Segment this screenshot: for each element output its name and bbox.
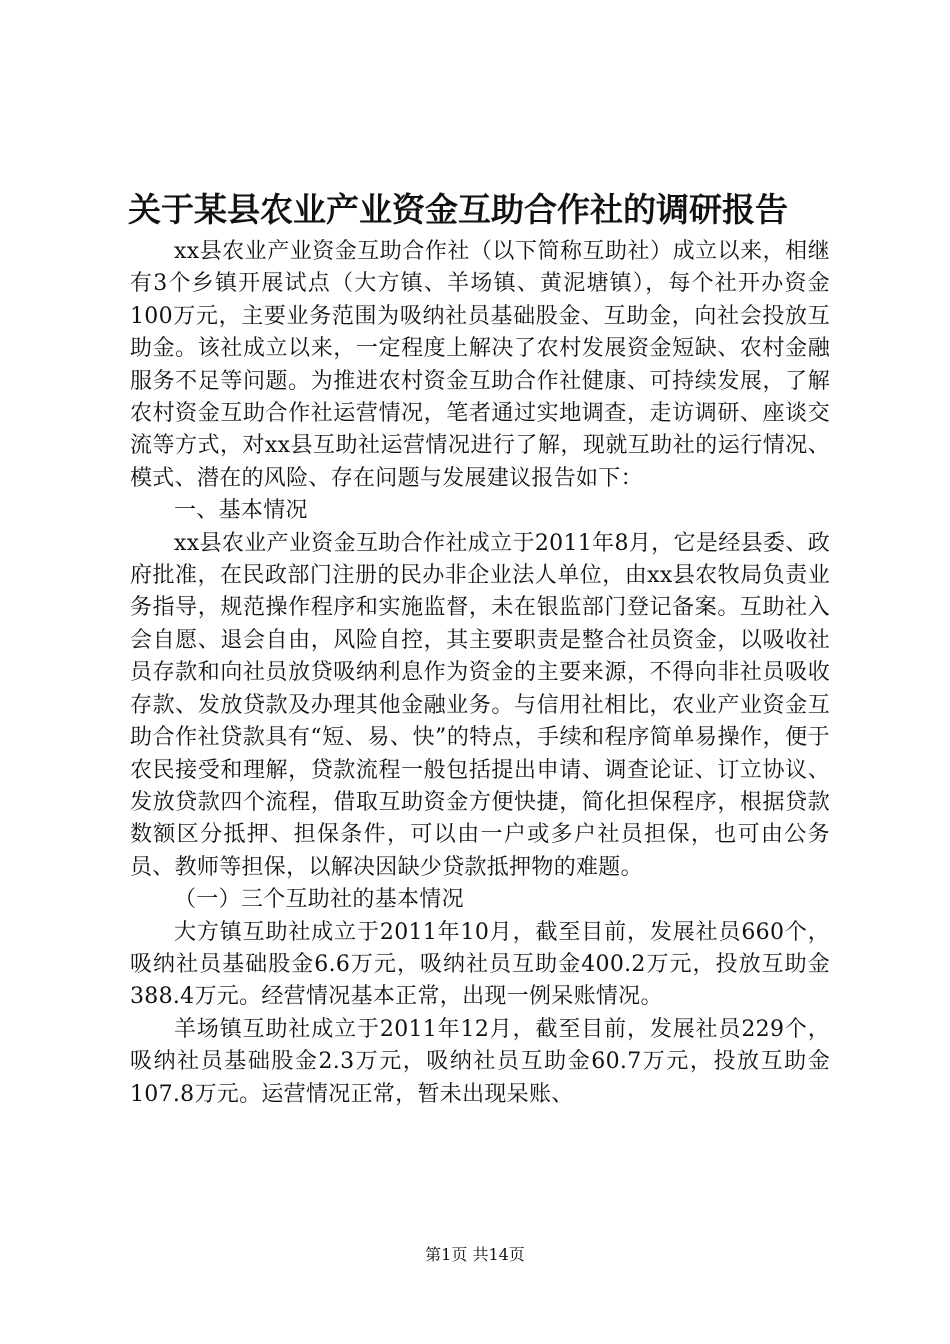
paragraph-basic-info: xx县农业产业资金互助合作社成立于2011年8月，它是经县委、政府批准，在民政部门注册的民办非企业法人单位，由xx县农牧局负责业务指导，规范操作程序和实施监督，未在银监部门登记备案。互助社入会自愿、退会自由，风险自控，其主要职责是整合社员资金，以吸收社员存款和向社员放贷吸纳利息作为资金的主要来源，不得向非社员吸收存款、发放贷款及办理其他金融业务。与信用社相比，农业产业资金互助合作社贷款具有“短、易、快”的特点，手续和程序简单易操作，便于农民接受和理解，贷款流程一般包括提出申请、调查论证、订立协议、发放贷款四个流程，借取互助资金方便快捷，简化担保程序，根据贷款数额区分抵押、担保条件，可以由一户或多户社员担保，也可由公务员、教师等担保，以解决因缺少贷款抵押物的难题。 xyxy=(130,530,830,880)
paragraph-yangchang: 羊场镇互助社成立于2011年12月，截至目前，发展社员229个，吸纳社员基础股金2.3万元，吸纳社员互助金60.7万元，投放互助金107.8万元。运营情况正常，暂未出现呆账、 xyxy=(130,1016,830,1107)
document-title: 关于某县农业产业资金互助合作社的调研报告 xyxy=(128,190,788,229)
document-body xyxy=(130,236,830,1111)
page-number: 第1页 共14页 xyxy=(425,1245,525,1264)
paragraph-dafang: 大方镇互助社成立于2011年10月，截至目前，发展社员660个，吸纳社员基础股金6.6万元，吸纳社员互助金400.2万元，投放互助金388.4万元。经营情况基本正常，出现一例呆账情况。 xyxy=(130,919,830,1010)
section-heading-basic: 一、基本情况 xyxy=(174,498,308,524)
paragraph-intro: xx县农业产业资金互助合作社（以下简称互助社）成立以来，相继有3个乡镇开展试点（大方镇、羊场镇、黄泥塘镇），每个社开办资金100万元，主要业务范围为吸纳社员基础股金、互助金，向社会投放互助金。该社成立以来，一定程度上解决了农村发展资金短缺、农村金融服务不足等问题。为推进农村资金互助合作社健康、可持续发展，了解农村资金互助合作社运营情况，笔者通过实地调查，走访调研、座谈交流等方式，对xx县互助社运营情况进行了解，现就互助社的运行情况、模式、潜在的风险、存在问题与发展建议报告如下： xyxy=(130,239,830,491)
subsection-heading: （一）三个互助社的基本情况 xyxy=(174,887,464,913)
